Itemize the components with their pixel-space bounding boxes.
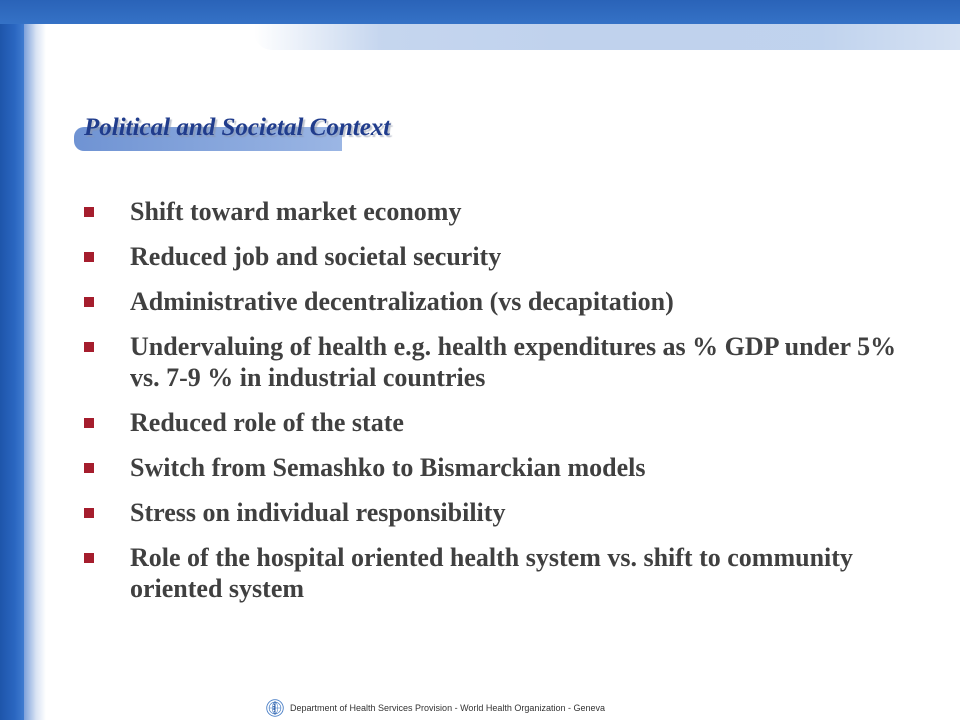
square-bullet-icon bbox=[84, 207, 94, 217]
slide-title: Political and Societal Context bbox=[84, 114, 391, 141]
bullet-text: Reduced job and societal security bbox=[130, 242, 502, 271]
square-bullet-icon bbox=[84, 463, 94, 473]
square-bullet-icon bbox=[84, 342, 94, 352]
bullet-item bbox=[84, 331, 904, 393]
bullet-item bbox=[84, 286, 904, 317]
bullet-item bbox=[84, 542, 904, 604]
square-bullet-icon bbox=[84, 508, 94, 518]
bullet-item bbox=[84, 196, 904, 227]
square-bullet-icon bbox=[84, 418, 94, 428]
bullet-item bbox=[84, 497, 904, 528]
bullet-text: Administrative decentralization (vs decapitation) bbox=[130, 287, 674, 316]
bullet-item bbox=[84, 407, 904, 438]
bullet-list bbox=[84, 196, 904, 618]
bullet-text: Undervaluing of health e.g. health expenditures as % GDP under 5% vs. 7-9 % in industrial countries bbox=[130, 332, 897, 392]
frame-left-border bbox=[0, 0, 24, 720]
bullet-text: Role of the hospital oriented health system vs. shift to community oriented system bbox=[130, 543, 853, 603]
bullet-text: Stress on individual responsibility bbox=[130, 498, 506, 527]
bullet-item bbox=[84, 241, 904, 272]
slide-canvas bbox=[24, 24, 960, 720]
square-bullet-icon bbox=[84, 553, 94, 563]
bullet-text: Reduced role of the state bbox=[130, 408, 404, 437]
square-bullet-icon bbox=[84, 252, 94, 262]
frame-top-border bbox=[0, 0, 960, 24]
bullet-text: Shift toward market economy bbox=[130, 197, 462, 226]
top-decorative-glow bbox=[254, 24, 960, 50]
bullet-text: Switch from Semashko to Bismarckian models bbox=[130, 453, 646, 482]
who-emblem-icon bbox=[266, 699, 284, 717]
bullet-item bbox=[84, 452, 904, 483]
footer-text: Department of Health Services Provision - World Health Organization - Geneva bbox=[290, 703, 605, 713]
square-bullet-icon bbox=[84, 297, 94, 307]
left-decorative-glow bbox=[24, 24, 46, 720]
slide-footer bbox=[266, 698, 605, 718]
